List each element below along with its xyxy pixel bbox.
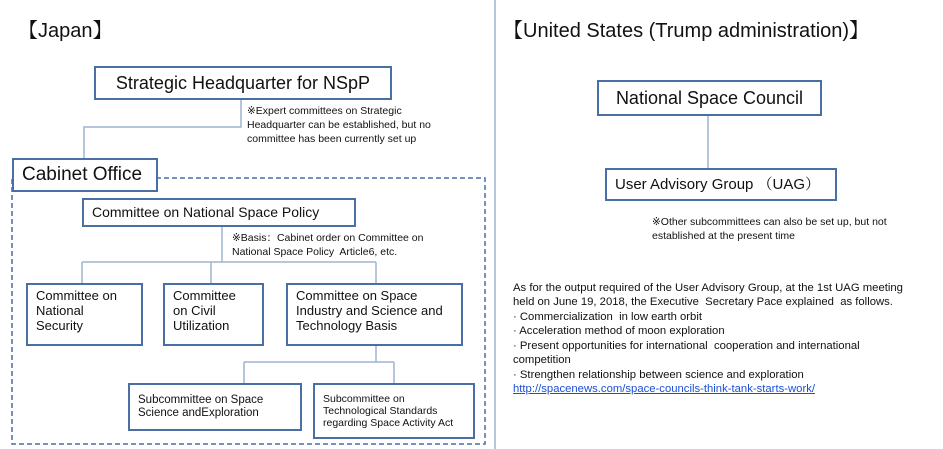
uag-output-intro: As for the output required of the User Advisory Group, at the 1st UAG meeting held on June 19, 2018, the Executive Secretary Pace explained as follows. bbox=[513, 282, 903, 309]
uag-bullet: · Strengthen relationship between science and exploration bbox=[513, 368, 804, 381]
committee-nsp-label: Committee on National Space Policy bbox=[92, 204, 320, 221]
sub-standards-label: Subcommittee on Technological Standards regarding Space Activity Act bbox=[323, 392, 454, 430]
committee-industry-label: Committee on Space Industry and Science and Technology Basis bbox=[296, 288, 443, 333]
hq-note: ※Expert committees on Strategic Headquarter can be established, but no committee has been currently set up bbox=[247, 105, 431, 146]
sub-science-label: Subcommittee on Space Science andExploration bbox=[138, 393, 264, 419]
uag-box bbox=[605, 168, 837, 201]
uag-output-section bbox=[513, 281, 938, 397]
cabinet-office-label: Cabinet Office bbox=[22, 164, 143, 186]
nsc-box bbox=[597, 80, 822, 116]
us-heading: 【United States (Trump administration)】 bbox=[503, 20, 870, 42]
cabinet-office-box bbox=[12, 158, 158, 192]
nsc-label: National Space Council bbox=[615, 87, 804, 108]
hq-to-cabinet-line bbox=[84, 100, 241, 158]
uag-bullet: · Present opportunities for international cooperation and international competition bbox=[513, 339, 860, 367]
uag-label: User Advisory Group （UAG） bbox=[615, 175, 821, 193]
japan-heading: 【Japan】 bbox=[18, 20, 113, 42]
committee-security-box bbox=[26, 283, 143, 346]
committee-nsp-box bbox=[82, 198, 356, 227]
committee-industry-box bbox=[286, 283, 463, 346]
spacenews-link[interactable]: http://spacenews.com/space-councils-think-tank-starts-work/ bbox=[513, 383, 815, 396]
uag-bullet: · Commercialization in low earth orbit bbox=[513, 310, 702, 323]
committee-security-label: Committee on National Security bbox=[36, 288, 117, 333]
us-sub-note: ※Other subcommittees can also be set up, but not established at the present time bbox=[652, 216, 887, 243]
strategic-hq-label: Strategic Headquarter for NSpP bbox=[115, 72, 371, 93]
basis-note: ※Basis：Cabinet order on Committee on National Space Policy Article6, etc. bbox=[232, 232, 424, 259]
uag-bullet: · Acceleration method of moon exploration bbox=[513, 325, 725, 338]
sub-science-box bbox=[128, 383, 302, 431]
committee-civil-label: Committee on Civil Utilization bbox=[173, 288, 236, 333]
strategic-hq-box bbox=[94, 66, 392, 100]
committee-civil-box bbox=[163, 283, 264, 346]
sub-standards-box bbox=[313, 383, 475, 439]
